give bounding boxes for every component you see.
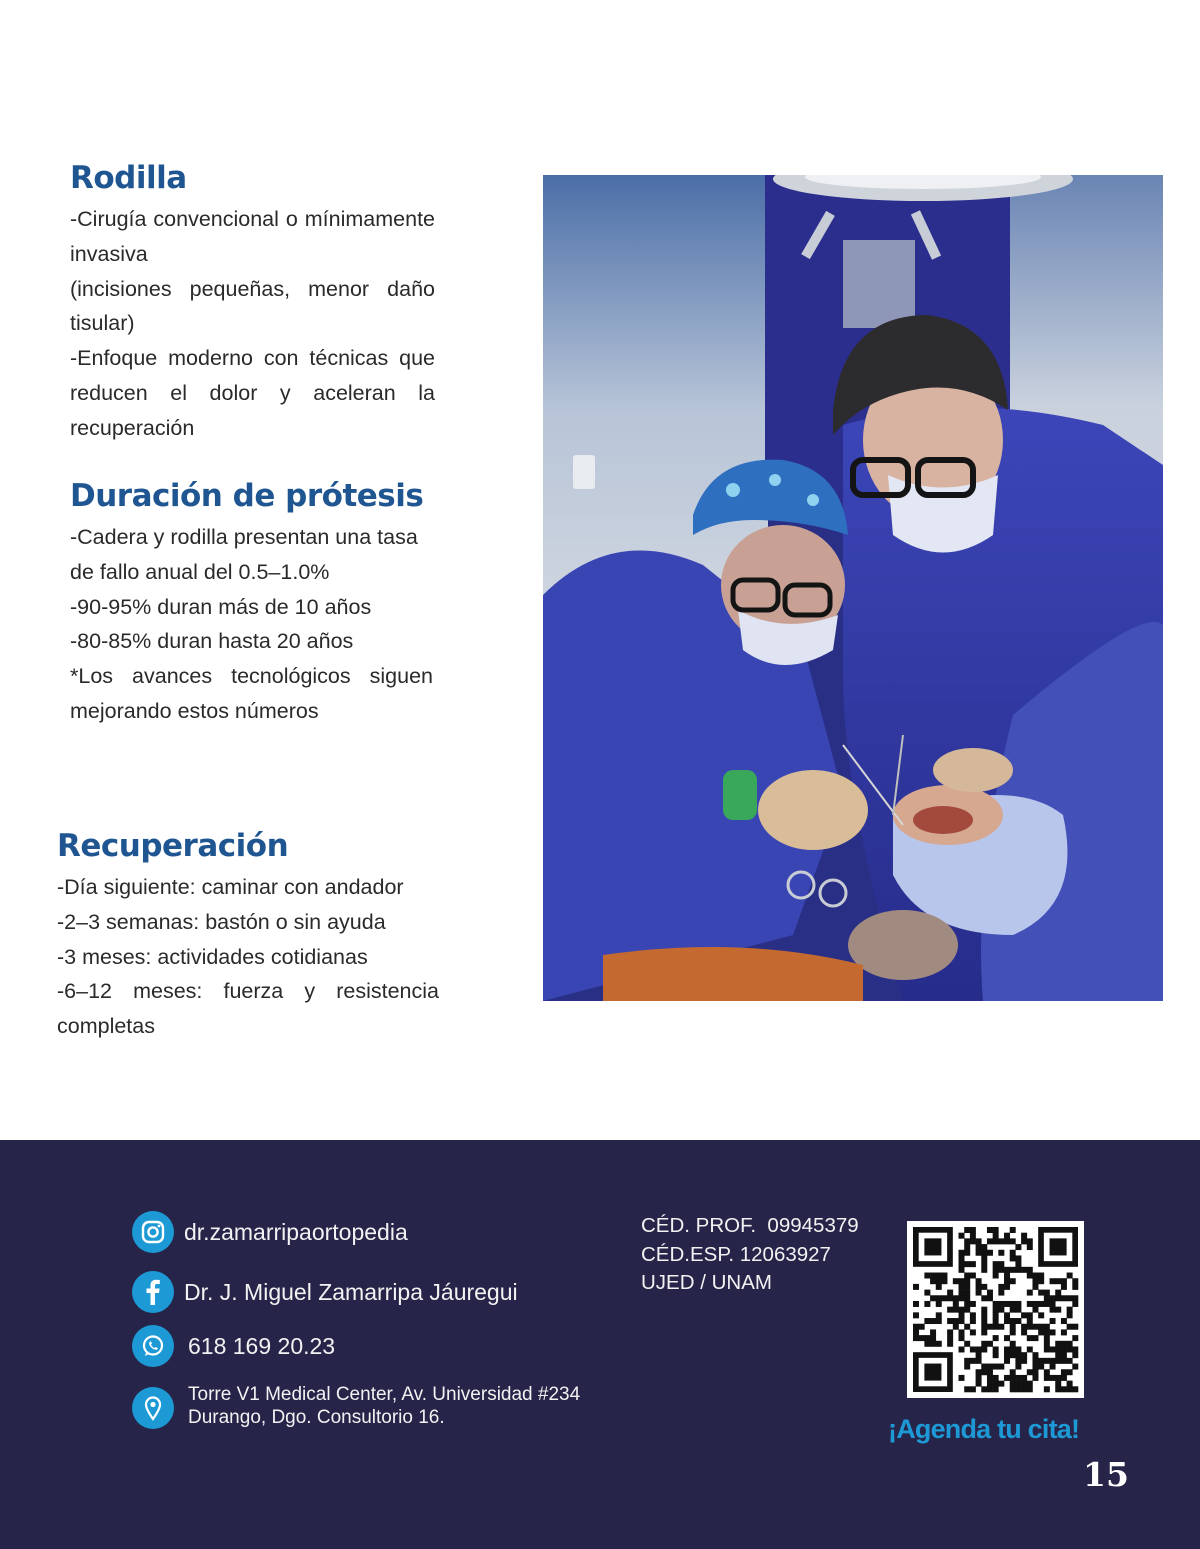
duracion-line: *Los avances tecnológicos siguen [70,664,433,689]
surgery-photo [543,175,1163,1001]
rodilla-line: -Cirugía convencional o mínimamente [70,207,435,231]
credentials [641,1212,859,1298]
heading-recuperacion: Recuperación [57,828,289,864]
recuperacion-line: -3 meses: actividades cotidianas [57,944,368,969]
duracion-line: -Cadera y rodilla presentan una tasa [70,525,418,549]
duracion-line: de fallo anual del 0.5–1.0% [70,559,330,584]
instagram-contact[interactable] [132,1211,408,1253]
duracion-line: -90-95% duran más de 10 años [70,594,372,619]
rodilla-line: tisular) [70,311,135,336]
surgery-photo-illustration [543,175,1163,1001]
rodilla-line: recuperación [70,415,195,440]
heading-duracion-protesis: Duración de prótesis [70,478,424,514]
address-line-2: Durango, Dgo. Consultorio 16. [188,1407,445,1428]
rodilla-line: (incisiones pequeñas, menor daño [70,276,435,301]
facebook-contact[interactable] [132,1271,518,1313]
page-number: 15 [1083,1455,1129,1494]
facebook-icon [132,1271,174,1313]
instagram-icon [132,1211,174,1253]
qr-code[interactable] [907,1221,1084,1398]
duracion-line: -80-85% duran hasta 20 años [70,629,354,654]
recuperacion-line: -Día siguiente: caminar con andador [57,875,404,899]
whatsapp-number[interactable]: 618 169 20.23 [188,1332,336,1359]
address-text [188,1383,580,1429]
recuperacion-line: -6–12 meses: fuerza y resistencia [57,979,439,1004]
rodilla-line: reducen el dolor y aceleran la [70,380,435,405]
rodilla-line: -Enfoque moderno con técnicas que [70,346,435,371]
address-contact [132,1384,581,1429]
rodilla-line: invasiva [70,241,148,266]
heading-rodilla: Rodilla [70,160,187,196]
facebook-name[interactable]: Dr. J. Miguel Zamarripa Jáuregui [184,1278,518,1305]
whatsapp-icon [132,1325,174,1367]
location-pin-icon [132,1387,174,1429]
section-recuperacion [57,828,439,1044]
section-duracion-protesis [70,478,433,729]
whatsapp-contact[interactable] [132,1325,335,1367]
ced-esp: CÉD.ESP. 12063927 [641,1242,831,1266]
ced-prof: CÉD. PROF. 09945379 [641,1214,859,1237]
duracion-line: mejorando estos números [70,698,319,723]
book-appointment-cta[interactable]: ¡Agenda tu cita! [888,1414,1080,1444]
universities: UJED / UNAM [641,1271,772,1294]
recuperacion-line: -2–3 semanas: bastón o sin ayuda [57,909,386,934]
recuperacion-line: completas [57,1014,155,1039]
qr-code-pattern [907,1221,1084,1398]
instagram-handle[interactable]: dr.zamarripaortopedia [184,1218,408,1245]
section-rodilla [70,160,435,446]
address-line-1: Torre V1 Medical Center, Av. Universidad #234 [188,1384,581,1405]
